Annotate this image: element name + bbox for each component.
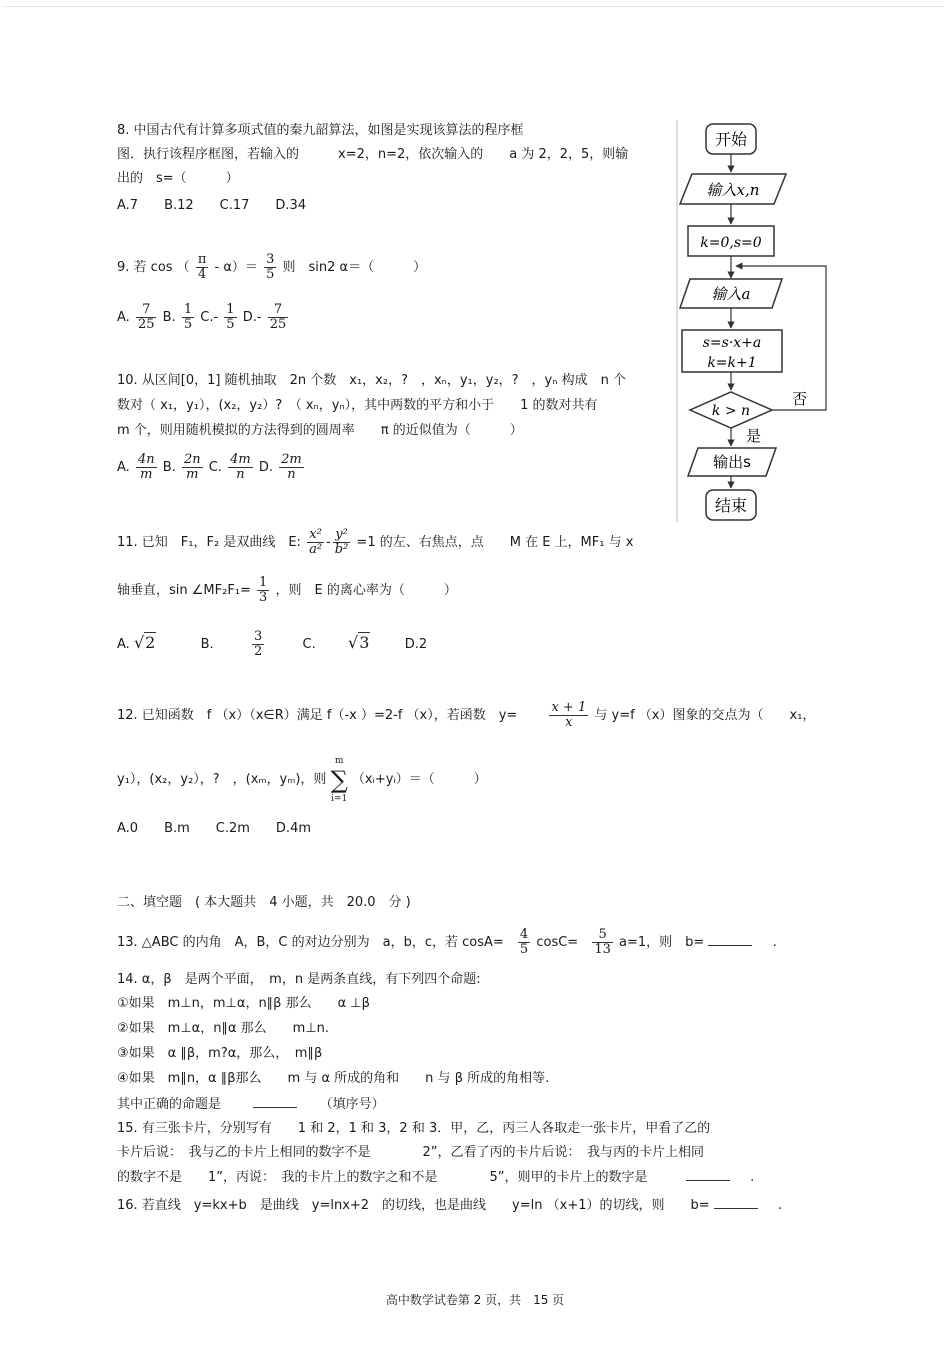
q9-option-b-label: B. xyxy=(162,310,176,325)
frac-denominator: x xyxy=(565,715,573,730)
sqrt-radicand: 2 xyxy=(145,633,156,652)
q10-option-d-label: D. xyxy=(258,460,273,475)
q11-line2b: ，则 E 的离心率为（ ） xyxy=(275,583,457,598)
q9-options xyxy=(117,300,290,336)
q12-line1a: 12. 已知函数 f （x）（x∈R）满足 f（-x ）=2-f （x），若函数 y= xyxy=(117,708,518,723)
flow-no-label: 否 xyxy=(792,390,808,408)
q11-minus: - xyxy=(326,535,331,550)
frac-denominator: 5 xyxy=(519,942,529,957)
q11-options xyxy=(117,625,427,663)
q11-line2a: 轴垂直，sin ∠MF₂F₁= xyxy=(117,583,251,598)
frac-numerator: 5 xyxy=(592,928,613,943)
q9-option-d xyxy=(268,303,289,332)
q10-option-a-label: A. xyxy=(117,460,130,475)
flow-condition-label: k > n xyxy=(711,403,751,419)
frac-denominator: 2 xyxy=(253,644,263,659)
sum-symbol: ∑ xyxy=(330,765,348,794)
q11-option-a-label: A. xyxy=(117,637,130,652)
q15-answer-blank[interactable] xyxy=(686,1168,730,1181)
q14-line1: 14. α，β 是两个平面， m，n 是两条直线，有下列四个命题: xyxy=(117,972,481,987)
q11-stem xyxy=(117,525,633,561)
frac-numerator: 1 xyxy=(226,302,235,317)
frac-numerator: 2m xyxy=(281,452,302,467)
frac-numerator: x + 1 xyxy=(551,700,587,715)
frac-denominator: b² xyxy=(334,542,349,557)
sum-upper-limit: m xyxy=(334,755,344,766)
q11-line2 xyxy=(117,573,457,609)
q14-item4: ④如果 m∥n，α ∥β那么 m 与 α 所成的角和 n 与 β 所成的角相等. xyxy=(117,1071,550,1086)
q9-fraction-pi4 xyxy=(196,253,209,282)
q13-answer-blank[interactable] xyxy=(708,933,752,946)
frac-numerator: 1 xyxy=(183,302,193,317)
section-fill-in-heading: 二、填空题 ( 本大题共 4 小题，共 20.0 分 ) xyxy=(117,895,411,910)
frac-denominator: n xyxy=(287,467,296,482)
q14-line6: 其中正确的命题是 xyxy=(117,1097,222,1112)
q13-fraction-513 xyxy=(592,928,613,957)
frac-denominator: a² xyxy=(309,542,323,557)
q11-prefix: 11. 已知 F₁，F₂ 是双曲线 E: xyxy=(117,535,301,550)
q9-mid: - α）＝ xyxy=(214,260,258,275)
q9-option-a-label: A. xyxy=(117,310,130,325)
frac-numerator: π xyxy=(197,252,207,267)
q11-option-a-sqrt: √2 xyxy=(133,633,156,652)
frac-numerator: y² xyxy=(333,528,351,543)
sum-lower-limit: i=1 xyxy=(331,793,348,804)
q12-line2a: y₁），(x₂，y₂），? ，(xₘ，yₘ)，则 xyxy=(117,772,327,787)
q11-fraction-x xyxy=(307,528,324,557)
q14-item3: ③如果 α ∥β，m?α，那么， m∥β xyxy=(117,1046,323,1061)
q10-option-b xyxy=(182,453,203,482)
q10-option-d xyxy=(279,453,304,482)
sqrt-radicand: 3 xyxy=(359,633,370,652)
q15-line3: 的数字不是 1”，丙说： 我的卡片上的数字之和不是 5”，则甲的卡片上的数字是 xyxy=(117,1170,648,1185)
frac-numerator: 3 xyxy=(266,252,275,267)
frac-denominator: 5 xyxy=(266,267,275,282)
q12-line2b: （xᵢ+yᵢ）＝（ ） xyxy=(351,772,487,787)
q10-options xyxy=(117,450,306,486)
frac-numerator: 3 xyxy=(253,629,263,644)
q9-suffix: 则 sin2 α＝（ ） xyxy=(282,260,427,275)
q11-option-b-label: B. xyxy=(200,637,214,652)
q10-option-a xyxy=(136,453,157,482)
frac-denominator: 3 xyxy=(259,590,268,605)
frac-denominator: 5 xyxy=(226,317,235,332)
q16-end: . xyxy=(778,1198,783,1213)
frac-numerator: 4n xyxy=(137,452,155,467)
flow-yes-label: 是 xyxy=(746,427,762,445)
frac-numerator: 7 xyxy=(136,303,157,318)
q10-line3: m 个，则用随机模拟的方法得到的圆周率 π 的近似值为（ ） xyxy=(117,423,523,438)
frac-numerator: 1 xyxy=(259,575,268,590)
q9-option-d-label: D.- xyxy=(242,310,262,325)
q8-line3: 出的 s=（ ） xyxy=(117,171,239,186)
q12-fraction xyxy=(549,701,588,730)
q13-end: . xyxy=(772,935,777,950)
frac-denominator: 13 xyxy=(594,942,611,957)
flow-init-label: k=0,s=0 xyxy=(700,235,762,251)
q10-line2: 数对（ x₁，y₁），(x₂，y₂）? （ xₙ，yₙ），其中两数的平方和小于 1 的数对共有 xyxy=(117,398,598,413)
q14-item2: ②如果 m⊥α，n∥α 那么 m⊥n. xyxy=(117,1021,330,1036)
q11-option-c-sqrt: √3 xyxy=(348,633,370,652)
flowchart xyxy=(676,116,836,526)
q13-suffix: a=1，则 b= xyxy=(619,935,705,950)
frac-denominator: m xyxy=(140,467,153,482)
q13-stem xyxy=(117,925,777,961)
q13-prefix: 13. △ABC 的内角 A，B，C 的对边分别为 a，b，c，若 cosA= xyxy=(117,935,504,950)
q12-line2 xyxy=(117,752,487,808)
q10-option-b-label: B. xyxy=(162,460,176,475)
q15-end: . xyxy=(750,1170,755,1185)
flow-input-xn-label: 输入x,n xyxy=(706,181,760,199)
frac-denominator: 5 xyxy=(183,317,193,332)
q13-mid: cosC= xyxy=(536,935,579,950)
q13-fraction-45 xyxy=(518,928,530,957)
q9-option-a xyxy=(136,303,157,332)
frac-denominator: n xyxy=(236,467,245,482)
q15-line2: 卡片后说： 我与乙的卡片上相同的数字不是 2”，乙看了丙的卡片后说： 我与丙的卡片上相同 xyxy=(117,1145,705,1160)
q14-item1: ①如果 m⊥n，m⊥α，n∥β 那么 α ⊥β xyxy=(117,996,370,1011)
flow-end-label: 结束 xyxy=(714,496,748,515)
q10-option-c-label: C. xyxy=(208,460,222,475)
flow-start-label: 开始 xyxy=(714,130,748,149)
frac-denominator: m xyxy=(186,467,199,482)
q16-answer-blank[interactable] xyxy=(714,1196,758,1209)
q11-fraction-13 xyxy=(257,576,269,605)
q9-fraction-35 xyxy=(264,253,276,282)
q10-line1: 10. 从区间[0，1] 随机抽取 2n 个数 x₁，x₂，? ，xₙ，y₁，y₂，? ，yₙ 构成 n 个 xyxy=(117,373,626,388)
q8-options: A.7 B.12 C.17 D.34 xyxy=(117,198,307,213)
q15-line3-wrap xyxy=(117,1168,754,1187)
q16-text: 16. 若直线 y=kx+b 是曲线 y=lnx+2 的切线，也是曲线 y=ln （x+1）的切线，则 b= xyxy=(117,1198,710,1213)
q12-line1 xyxy=(117,698,815,734)
q11-option-d: D.2 xyxy=(404,637,428,652)
q11-option-b xyxy=(252,630,264,659)
q14-fill-hint: （填序号） xyxy=(319,1097,385,1112)
flow-input-a-label: 输入a xyxy=(711,285,751,303)
frac-denominator: 25 xyxy=(137,317,155,332)
frac-numerator: 2n xyxy=(183,452,201,467)
q11-option-c-label: C. xyxy=(302,637,316,652)
frac-denominator: 4 xyxy=(197,267,207,282)
q12-line1b: 与 y=f （x）图象的交点为（ x₁， xyxy=(594,708,816,723)
q16-wrap xyxy=(117,1196,782,1215)
q9-prefix: 9. 若 cos （ xyxy=(117,260,190,275)
q8-line1: 8. 中国古代有计算多项式值的秦九韶算法，如图是实现该算法的程序框 xyxy=(117,123,524,138)
q9-stem xyxy=(117,250,426,286)
q11-suffix: =1 的左、右焦点，点 M 在 E 上，MF₁ 与 x xyxy=(356,535,634,550)
q8-line2: 图．执行该程序框图，若输入的 x=2，n=2，依次输入的 a 为 2，2，5，则输 xyxy=(117,147,629,162)
frac-numerator: x² xyxy=(307,528,324,543)
q9-option-c-label: C.- xyxy=(200,310,219,325)
q12-options: A.0 B.m C.2m D.4m xyxy=(117,821,312,836)
q14-answer-line xyxy=(117,1095,385,1114)
q12-summation xyxy=(331,755,348,805)
q10-option-c xyxy=(228,453,253,482)
flow-calc-line1: s=s·x+a xyxy=(702,335,762,351)
flow-calc-line2: k=k+1 xyxy=(707,355,757,371)
q14-answer-blank[interactable] xyxy=(253,1095,297,1108)
q9-option-b xyxy=(182,303,194,332)
frac-numerator: 7 xyxy=(268,303,289,318)
frac-denominator: 25 xyxy=(269,317,287,332)
flow-output-label: 输出s xyxy=(713,453,751,471)
q15-line1: 15. 有三张卡片，分别写有 1 和 2，1 和 3，2 和 3．甲，乙，丙三人各取走一张卡片，甲看了乙的 xyxy=(117,1121,711,1136)
page-footer: 高中数学试卷第 2 页，共 15 页 xyxy=(385,1293,565,1307)
q9-option-c xyxy=(224,303,236,332)
q11-fraction-y xyxy=(333,528,351,557)
frac-numerator: 4m xyxy=(230,452,251,467)
frac-numerator: 4 xyxy=(519,927,529,942)
